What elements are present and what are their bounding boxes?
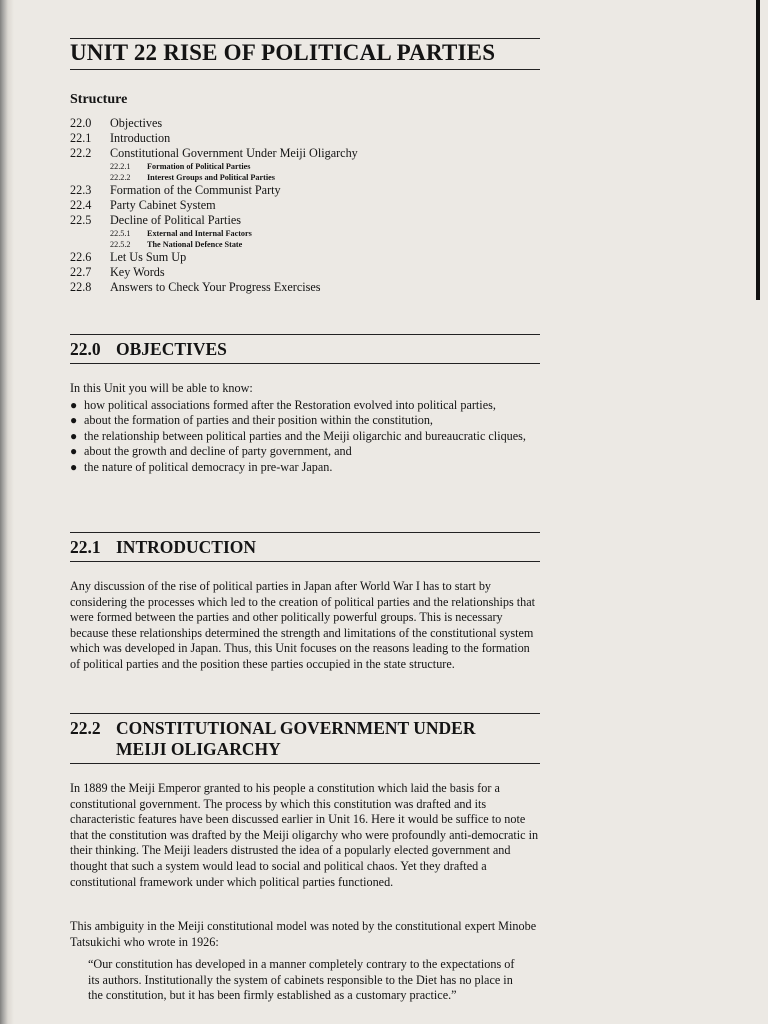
structure-item-number: 22.1 bbox=[70, 131, 92, 145]
structure-item-label: Let Us Sum Up bbox=[110, 250, 187, 264]
structure-item-label: Introduction bbox=[110, 131, 171, 145]
objective-text: the relationship between political parties and the Meiji oligarchic and bureaucratic cliques, bbox=[84, 428, 526, 443]
structure-item bbox=[70, 265, 540, 280]
constitutional-paragraph-1 bbox=[70, 781, 542, 890]
structure-item-number: 22.6 bbox=[70, 250, 92, 264]
objective-bullet bbox=[70, 460, 542, 475]
section-rule bbox=[70, 532, 540, 533]
section-title: OBJECTIVES bbox=[116, 339, 227, 359]
bullet-dot-icon: ● bbox=[70, 413, 78, 428]
structure-item bbox=[70, 280, 540, 295]
structure-item-label: Decline of Political Parties bbox=[110, 213, 241, 227]
structure-subitem-label: Formation of Political Parties bbox=[147, 162, 251, 171]
title-top-rule bbox=[70, 38, 540, 39]
structure-item-label: Formation of the Communist Party bbox=[110, 183, 281, 197]
bullet-dot-icon: ● bbox=[70, 444, 78, 459]
structure-item-number: 22.8 bbox=[70, 280, 92, 294]
structure-subitem-number: 22.5.1 bbox=[110, 229, 131, 238]
section-title-line1: CONSTITUTIONAL GOVERNMENT UNDER bbox=[116, 718, 476, 738]
section-title: INTRODUCTION bbox=[116, 537, 257, 557]
paragraph-text: In 1889 the Meiji Emperor granted to his people a constitution which laid the basis for a constitutional government. The process by which this constitution was drafted and its characteristic features have been discussed earlier in Unit 16. Here it would be suffice to note that the constitution was drafted by the Meiji oligarchy who were profoundly anti-democratic in their thinking. The Meiji leaders distrusted the idea of a popularly elected government and thought that such a system would lead to social and political chaos. Yet they drafted a constitutional framework under which political parties functioned. bbox=[70, 781, 539, 889]
structure-subitem-number: 22.2.1 bbox=[110, 162, 131, 171]
structure-subitem-number: 22.5.2 bbox=[110, 240, 131, 249]
bullet-dot-icon: ● bbox=[70, 428, 78, 443]
structure-item-label: Key Words bbox=[110, 265, 165, 279]
section-title-line2: MEIJI OLIGARCHY bbox=[116, 739, 281, 759]
section-number: 22.1 bbox=[70, 537, 101, 557]
objective-text: about the formation of parties and their position within the constitution, bbox=[84, 413, 433, 428]
structure-item-number: 22.2 bbox=[70, 146, 92, 160]
structure-item-number: 22.3 bbox=[70, 183, 92, 197]
section-number: 22.2 bbox=[70, 718, 101, 738]
structure-subitem bbox=[70, 172, 540, 183]
paragraph-text: Any discussion of the rise of political parties in Japan after World War I has to start by considering the processes which led to the creation of political parties and the relationships that were formed between the parties and other politically powerful groups. This is necessary because these relationships determined the strength and limitations of the constitutional system which was developed in Japan. Thus, this Unit focuses on the reasons leading to the formation of political parties and the position these parties occupied in the state structure. bbox=[70, 579, 536, 671]
structure-item-number: 22.4 bbox=[70, 198, 92, 212]
constitutional-heading bbox=[70, 718, 540, 760]
structure-subitem bbox=[70, 228, 540, 239]
structure-subitem bbox=[70, 239, 540, 250]
objectives-list bbox=[70, 398, 542, 475]
structure-heading: Structure bbox=[70, 92, 128, 107]
section-number: 22.0 bbox=[70, 339, 101, 359]
structure-item-label: Constitutional Government Under Meiji Oligarchy bbox=[110, 146, 358, 160]
structure-subitem bbox=[70, 161, 540, 172]
title-bottom-rule bbox=[70, 69, 540, 70]
structure-item-number: 22.5 bbox=[70, 213, 92, 227]
structure-subitem-label: External and Internal Factors bbox=[147, 229, 252, 238]
scan-margin-bar bbox=[756, 0, 760, 300]
structure-item bbox=[70, 213, 540, 228]
structure-list bbox=[70, 116, 540, 295]
section-rule bbox=[70, 561, 540, 562]
section-rule bbox=[70, 334, 540, 335]
structure-subitem-label: The National Defence State bbox=[147, 240, 243, 249]
section-rule bbox=[70, 713, 540, 714]
objective-text: how political associations formed after the Restoration evolved into political parties, bbox=[84, 398, 496, 412]
structure-item-label: Party Cabinet System bbox=[110, 198, 216, 212]
structure-item-label: Objectives bbox=[110, 116, 163, 130]
constitutional-paragraph-2 bbox=[70, 919, 542, 950]
structure-item bbox=[70, 250, 540, 265]
structure-subitem-number: 22.2.2 bbox=[110, 173, 131, 182]
structure-subitem-label: Interest Groups and Political Parties bbox=[147, 173, 275, 182]
unit-title: UNIT 22 RISE OF POLITICAL PARTIES bbox=[70, 40, 496, 65]
objective-bullet bbox=[70, 429, 542, 444]
introduction-paragraph bbox=[70, 579, 542, 673]
structure-item-label: Answers to Check Your Progress Exercises bbox=[110, 280, 321, 294]
objective-bullet bbox=[70, 398, 542, 413]
introduction-heading bbox=[70, 537, 540, 558]
section-rule bbox=[70, 363, 540, 364]
objectives-heading bbox=[70, 339, 540, 360]
structure-item bbox=[70, 116, 540, 131]
section-rule bbox=[70, 763, 540, 764]
minobe-quote: “Our constitution has developed in a manner completely contrary to the expectations of its authors. Institutionally the system of cabinets responsible to the Diet has no place in the constitution, but it has been firmly established as a customary practice.” bbox=[88, 957, 515, 1003]
structure-item bbox=[70, 131, 540, 146]
structure-item-number: 22.0 bbox=[70, 116, 92, 130]
objective-text: the nature of political democracy in pre-war Japan. bbox=[84, 459, 333, 474]
structure-item bbox=[70, 198, 540, 213]
structure-item-number: 22.7 bbox=[70, 265, 92, 279]
bullet-dot-icon: ● bbox=[70, 398, 78, 412]
objective-bullet bbox=[70, 444, 542, 459]
bullet-dot-icon: ● bbox=[70, 459, 78, 474]
structure-item bbox=[70, 183, 540, 198]
objective-bullet bbox=[70, 413, 542, 428]
objective-text: about the growth and decline of party government, and bbox=[84, 444, 352, 459]
scan-binding-edge bbox=[0, 0, 14, 1024]
structure-item bbox=[70, 146, 540, 161]
paragraph-text: This ambiguity in the Meiji constitutional model was noted by the constitutional expert Minobe Tatsukichi who wrote in 1926: bbox=[70, 919, 537, 949]
objectives-intro: In this Unit you will be able to know: bbox=[70, 381, 253, 395]
